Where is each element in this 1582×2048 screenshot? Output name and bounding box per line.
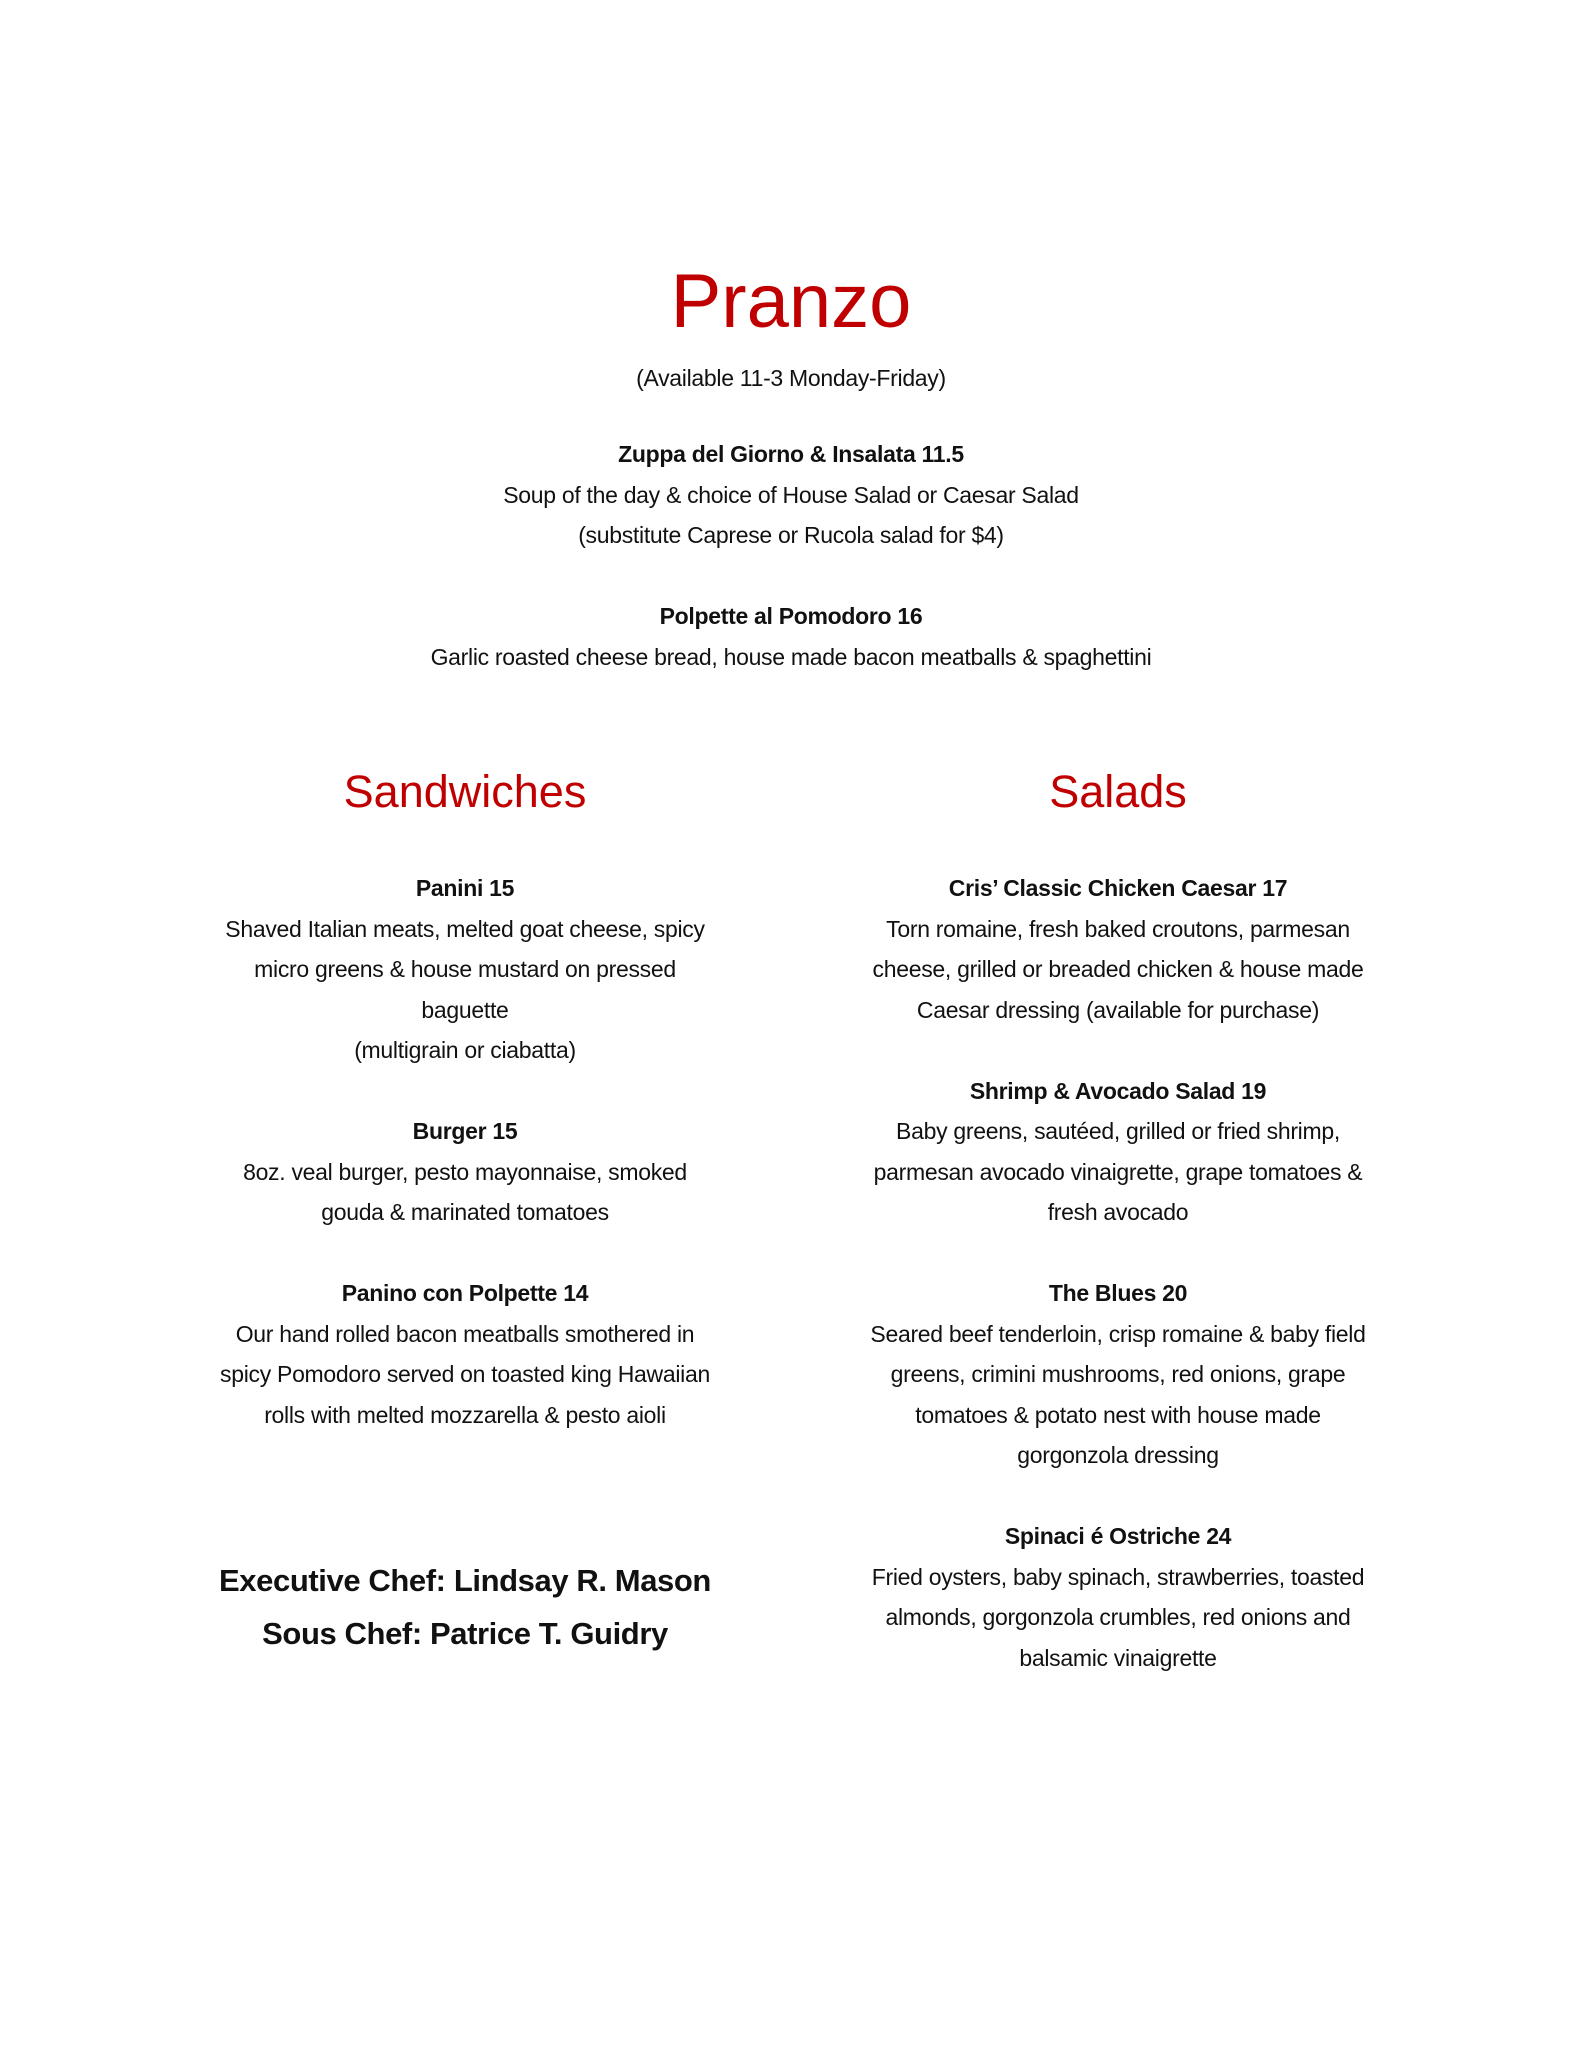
item-description: Shaved Italian meats, melted goat cheese, spicy [225,915,705,942]
item-name: Panino con Polpette 14 [341,1280,589,1306]
item-description: Fried oysters, baby spinach, strawberries, toasted [871,1563,1365,1590]
item-description: Caesar dressing (available for purchase) [916,996,1320,1023]
menu-item [798,1071,1438,1233]
item-name: Cris’ Classic Chicken Caesar 17 [948,875,1288,901]
item-description: balsamic vinaigrette [1019,1644,1217,1671]
item-description: (multigrain or ciabatta) [354,1037,576,1063]
special-item [0,434,1582,556]
item-description: rolls with melted mozzarella & pesto aioli [264,1401,666,1428]
item-description: parmesan avocado vinaigrette, grape tomatoes & [873,1158,1363,1185]
item-description: Torn romaine, fresh baked croutons, parmesan [886,915,1350,942]
specials [0,434,1582,677]
item-description: tomatoes & potato nest with house made [915,1401,1321,1428]
menu-item [145,868,785,1071]
menu-item [798,868,1438,1030]
item-description: baguette [421,996,509,1023]
item-description: gorgonzola dressing [1017,1442,1219,1468]
special-item [0,596,1582,677]
item-description: fresh avocado [1047,1199,1189,1225]
item-description: Seared beef tenderloin, crisp romaine & baby field [870,1320,1366,1347]
sandwiches-list [145,868,785,1476]
menu-item [145,1273,785,1435]
chef-credits [145,1554,785,1660]
menu-item [798,1273,1438,1476]
item-name: Shrimp & Avocado Salad 19 [969,1077,1267,1104]
item-description: Garlic roasted cheese bread, house made bacon meatballs & spaghettini [430,643,1152,670]
item-description: greens, crimini mushrooms, red onions, grape [890,1361,1346,1387]
item-name: Polpette al Pomodoro 16 [659,603,923,629]
item-description: Our hand rolled bacon meatballs smothered in [235,1320,695,1347]
availability-text: (Available 11-3 Monday-Friday) [636,365,946,391]
sous-chef: Sous Chef: Patrice T. Guidry [262,1616,668,1651]
item-name: The Blues 20 [1048,1280,1188,1306]
salads-list [798,868,1438,1719]
menu-item [145,1111,785,1233]
executive-chef: Executive Chef: Lindsay R. Mason [219,1563,711,1598]
item-description: Baby greens, sautéed, grilled or fried shrimp, [896,1118,1340,1144]
item-name: Spinaci é Ostriche 24 [1004,1523,1232,1549]
item-description: spicy Pomodoro served on toasted king Hawaiian [220,1361,710,1387]
salads-heading: Salads [1049,766,1187,817]
menu-item [798,1516,1438,1678]
item-description: micro greens & house mustard on pressed [254,956,676,982]
item-description: gouda & marinated tomatoes [321,1199,609,1225]
item-description: 8oz. veal burger, pesto mayonnaise, smoked [243,1158,687,1185]
item-description: Soup of the day & choice of House Salad or Caesar Salad [503,481,1079,508]
page-title: Pranzo [670,259,912,344]
item-description: almonds, gorgonzola crumbles, red onions and [885,1604,1351,1630]
item-description: (substitute Caprese or Rucola salad for $4) [578,522,1004,548]
item-name: Burger 15 [412,1118,518,1144]
item-name: Panini 15 [415,875,515,901]
sandwiches-heading: Sandwiches [343,766,587,817]
item-description: cheese, grilled or breaded chicken & house made [872,956,1364,982]
item-name: Zuppa del Giorno & Insalata 11.5 [618,441,964,467]
availability-note [0,358,1582,399]
